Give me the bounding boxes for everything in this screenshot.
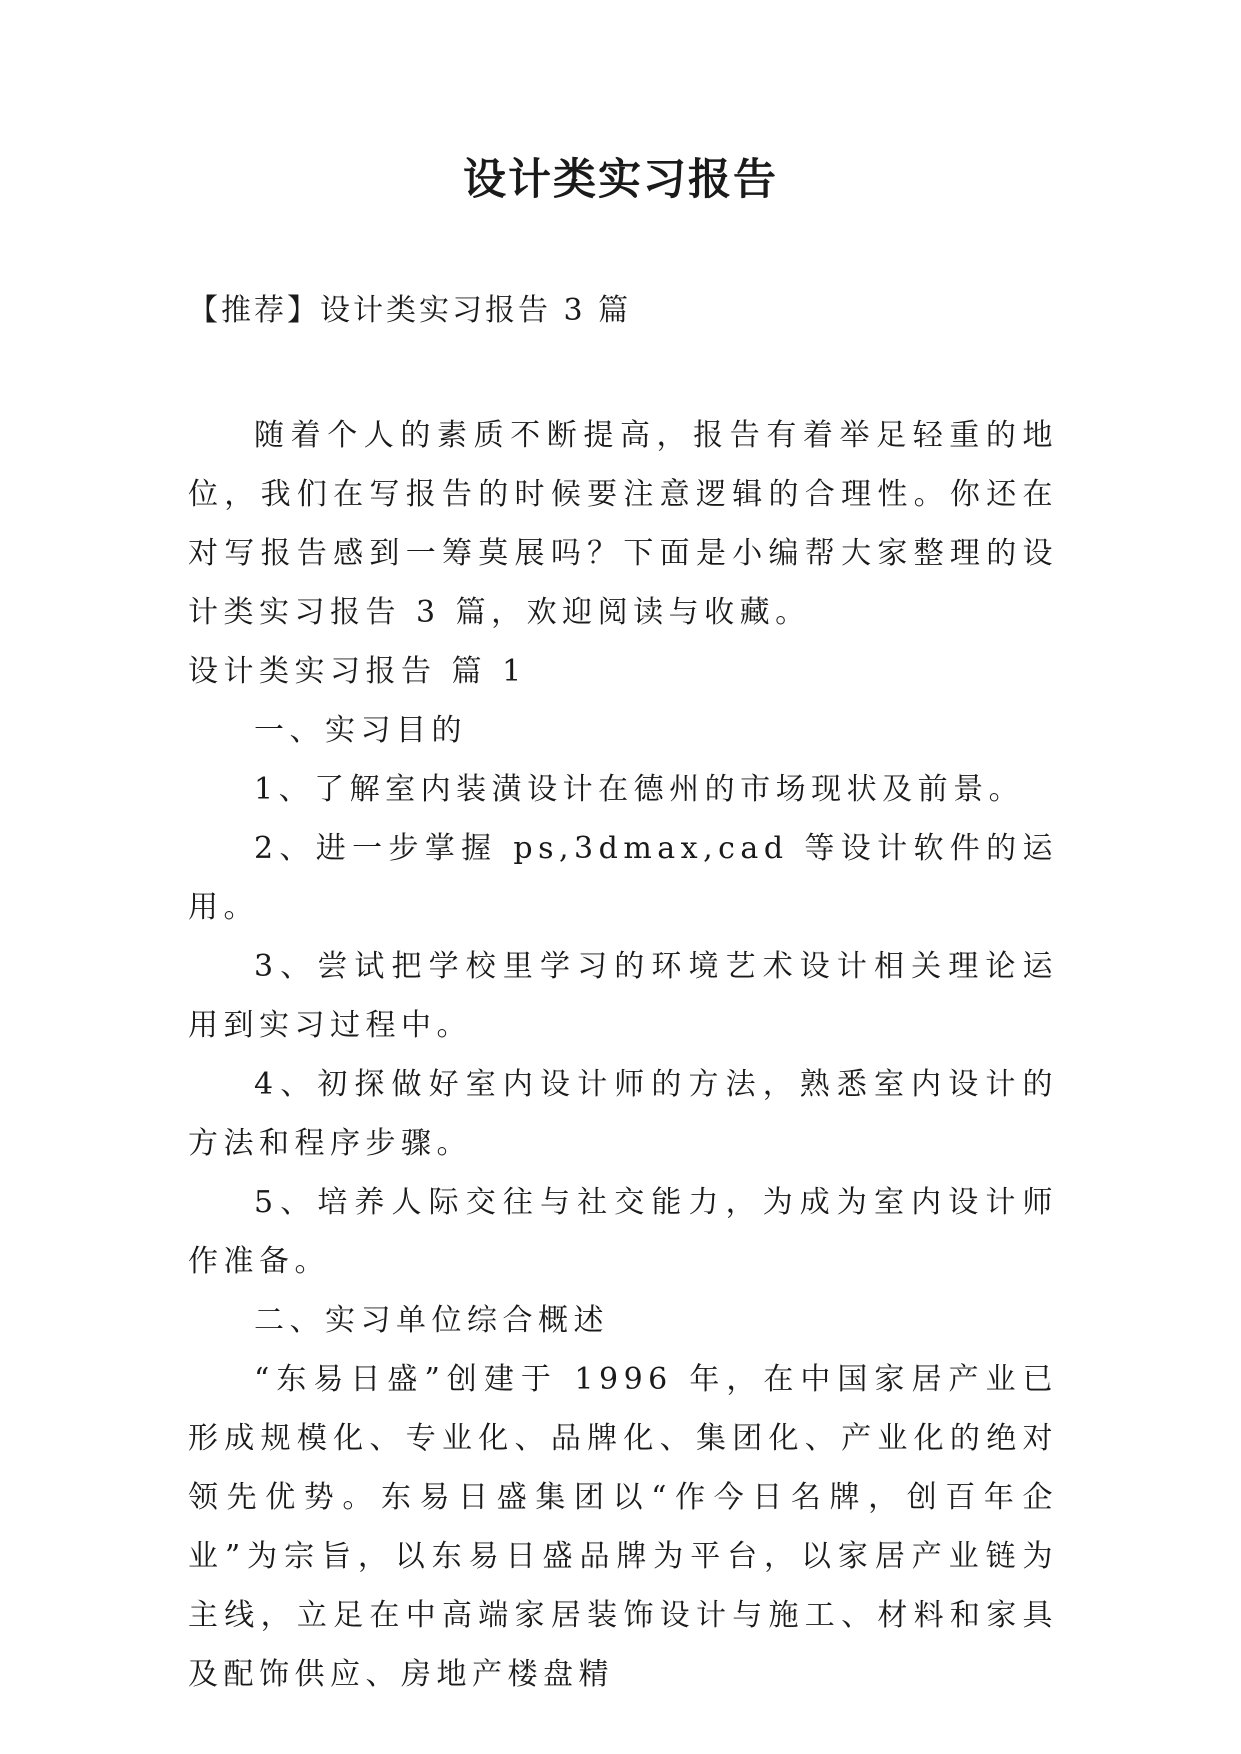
intro-paragraph: 随着个人的素质不断提高，报告有着举足轻重的地位，我们在写报告的时候要注意逻辑的合理性。你还在对写报告感到一筹莫展吗？下面是小编帮大家整理的设计类实习报告 3 篇，欢迎阅读与收藏。 <box>188 418 1058 630</box>
subheading-purpose: 一、实习目的 <box>254 713 467 748</box>
document-body <box>188 406 1058 1704</box>
list-item: 4、初探做好室内设计师的方法，熟悉室内设计的方法和程序步骤。 <box>188 1067 1058 1161</box>
company-paragraph: “东易日盛”创建于 1996 年，在中国家居产业已形成规模化、专业化、品牌化、集团化、产业化的绝对领先优势。东易日盛集团以“作今日名牌，创百年企业”为宗旨，以东易日盛品牌为平台，以家居产业链为主线，立足在中高端家居装饰设计与施工、材料和家具及配饰供应、房地产楼盘精 <box>188 1362 1058 1692</box>
section-heading-part1: 设计类实习报告 篇 1 <box>188 654 527 689</box>
document-subtitle: 【推荐】设计类实习报告 3 篇 <box>188 293 632 328</box>
document-title: 设计类实习报告 <box>463 155 778 205</box>
list-item: 2、进一步掌握 ps,3dmax,cad 等设计软件的运用。 <box>188 831 1058 925</box>
list-item: 1、了解室内装潢设计在德州的市场现状及前景。 <box>254 772 1025 807</box>
list-item: 5、培养人际交往与社交能力，为成为室内设计师作准备。 <box>188 1185 1058 1279</box>
list-item: 3、尝试把学校里学习的环境艺术设计相关理论运用到实习过程中。 <box>188 949 1058 1043</box>
subheading-company-overview: 二、实习单位综合概述 <box>254 1303 609 1338</box>
